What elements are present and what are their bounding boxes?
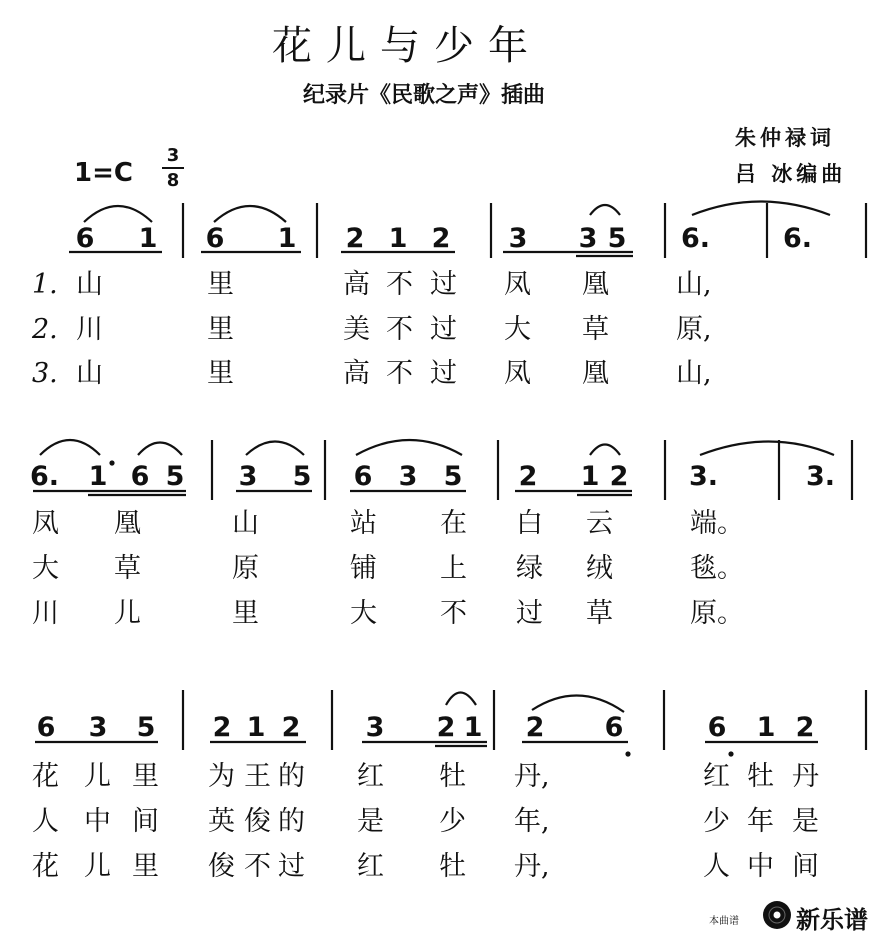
lyric-word: 端。 bbox=[690, 508, 744, 539]
jianpu-note: 6. bbox=[30, 461, 60, 492]
lyric-word: 毯。 bbox=[690, 553, 744, 584]
lyric-word: 英 bbox=[208, 806, 235, 837]
lyric-word: 的 bbox=[278, 806, 305, 837]
lyric-word: 红 bbox=[357, 851, 384, 882]
jianpu-note: 3. bbox=[689, 461, 719, 492]
jianpu-note: 1 bbox=[580, 461, 600, 492]
jianpu-note: 1 bbox=[388, 223, 408, 254]
lyric-word: 的 bbox=[278, 761, 305, 792]
jianpu-note: 6. bbox=[681, 223, 711, 254]
jianpu-note: 2 bbox=[345, 223, 365, 254]
time-denominator: 8 bbox=[166, 170, 180, 191]
lyric-word: 丹 bbox=[792, 761, 819, 792]
jianpu-note: 2 bbox=[518, 461, 538, 492]
lyric-word: 云 bbox=[586, 508, 613, 539]
lyric-word: 原。 bbox=[690, 598, 744, 629]
lyric-word: 凤 bbox=[504, 358, 531, 389]
lyric-word: 山 bbox=[76, 358, 103, 389]
jianpu-note: 3 bbox=[508, 223, 528, 254]
footer-brand: 新乐谱 bbox=[796, 906, 868, 934]
song-title: 花儿与少年 bbox=[272, 23, 542, 69]
slur bbox=[214, 206, 286, 222]
lyric-word: 原 bbox=[232, 553, 259, 584]
jianpu-note: 2 bbox=[795, 712, 815, 743]
slur bbox=[84, 206, 152, 222]
jianpu-note: 6 bbox=[707, 712, 727, 743]
jianpu-note: 3 bbox=[398, 461, 418, 492]
octave-dot-low bbox=[728, 751, 733, 756]
lyric-word: 美 bbox=[343, 314, 370, 345]
lyric-word: 红 bbox=[357, 761, 384, 792]
jianpu-note: 6 bbox=[75, 223, 95, 254]
slur bbox=[246, 442, 304, 456]
slur bbox=[692, 202, 830, 216]
slur bbox=[700, 442, 834, 456]
lyric-word: 白 bbox=[516, 508, 543, 539]
lyric-word: 不 bbox=[386, 358, 413, 389]
lyric-word: 凰 bbox=[582, 269, 609, 300]
lyric-word: 人 bbox=[703, 851, 730, 882]
lyric-word: 俊 bbox=[208, 851, 235, 882]
slur bbox=[532, 695, 624, 712]
lyric-word: 少 bbox=[439, 806, 466, 837]
lyric-word: 儿 bbox=[84, 761, 111, 792]
lyric-word: 凤 bbox=[504, 269, 531, 300]
lyric-word: 山 bbox=[232, 508, 259, 539]
lyric-word: 高 bbox=[343, 358, 370, 389]
lyric-word: 里 bbox=[207, 269, 234, 300]
slur bbox=[446, 693, 476, 706]
lyric-word: 为 bbox=[208, 761, 235, 792]
jianpu-note: 6. bbox=[783, 223, 813, 254]
jianpu-note: 1 bbox=[88, 461, 108, 492]
lyric-word: 过 bbox=[430, 269, 457, 300]
jianpu-note: 5 bbox=[292, 461, 312, 492]
lyric-word: 花 bbox=[32, 761, 59, 792]
lyric-word: 丹, bbox=[514, 851, 550, 882]
lyric-word: 绒 bbox=[586, 553, 613, 584]
lyricist-credit: 朱仲禄词 bbox=[735, 125, 835, 150]
lyric-word: 里 bbox=[232, 598, 259, 629]
lyric-word: 红 bbox=[703, 761, 730, 792]
lyric-word: 人 bbox=[32, 806, 59, 837]
jianpu-note: 5 bbox=[443, 461, 463, 492]
slur bbox=[590, 205, 620, 215]
lyric-word: 不 bbox=[386, 314, 413, 345]
lyric-word: 牡 bbox=[747, 761, 774, 792]
lyric-word: 过 bbox=[278, 851, 305, 882]
lyric-word: 中 bbox=[747, 851, 774, 882]
lyric-word: 儿 bbox=[114, 598, 141, 629]
slur bbox=[40, 440, 100, 455]
slur bbox=[356, 440, 462, 455]
jianpu-note: 6 bbox=[604, 712, 624, 743]
time-numerator: 3 bbox=[166, 145, 180, 166]
lyric-word: 铺 bbox=[350, 553, 377, 584]
lyric-word: 站 bbox=[350, 508, 377, 539]
jianpu-note: 2 bbox=[525, 712, 545, 743]
lyric-word: 不 bbox=[386, 269, 413, 300]
jianpu-note: 1 bbox=[756, 712, 776, 743]
lyric-word: 不 bbox=[440, 598, 467, 629]
jianpu-note: 6 bbox=[36, 712, 56, 743]
lyric-word: 王 bbox=[244, 761, 271, 792]
key-signature: 1=C bbox=[74, 158, 133, 188]
lyric-word: 凰 bbox=[582, 358, 609, 389]
jianpu-note: 3 bbox=[365, 712, 385, 743]
lyric-word: 大 bbox=[504, 314, 531, 345]
lyric-word: 年 bbox=[747, 806, 774, 837]
lyric-word: 丹, bbox=[514, 761, 550, 792]
slur bbox=[138, 443, 182, 456]
octave-dot-low bbox=[625, 751, 630, 756]
lyric-word: 高 bbox=[343, 269, 370, 300]
lyric-word: 山 bbox=[76, 269, 103, 300]
jianpu-note: 1 bbox=[138, 223, 158, 254]
lyric-word: 年, bbox=[514, 806, 550, 837]
jianpu-note: 3 bbox=[578, 223, 598, 254]
slur bbox=[590, 445, 620, 456]
jianpu-note: 2 bbox=[431, 223, 451, 254]
lyric-word: 里 bbox=[207, 358, 234, 389]
lyric-word: 草 bbox=[586, 598, 613, 629]
footer-caption: 本曲谱 bbox=[709, 916, 739, 927]
lyric-word: 过 bbox=[430, 314, 457, 345]
lyric-word: 在 bbox=[440, 508, 467, 539]
verse-number: 3. bbox=[32, 358, 58, 389]
vinyl-disc-icon bbox=[762, 900, 792, 930]
jianpu-note: 1 bbox=[463, 712, 483, 743]
lyric-word: 不 bbox=[244, 851, 271, 882]
lyric-word: 过 bbox=[516, 598, 543, 629]
lyric-word: 上 bbox=[440, 553, 467, 584]
verse-number: 2. bbox=[32, 314, 58, 345]
jianpu-note: 6 bbox=[205, 223, 225, 254]
lyric-word: 山, bbox=[676, 269, 712, 300]
jianpu-note: 2 bbox=[281, 712, 301, 743]
lyric-word: 里 bbox=[207, 314, 234, 345]
lyric-word: 中 bbox=[84, 806, 111, 837]
composer-credit: 吕 冰编曲 bbox=[735, 161, 847, 186]
jianpu-note: 5 bbox=[136, 712, 156, 743]
jianpu-note: 5 bbox=[165, 461, 185, 492]
lyric-word: 牡 bbox=[439, 851, 466, 882]
lyric-word: 里 bbox=[132, 851, 159, 882]
song-subtitle: 纪录片《民歌之声》插曲 bbox=[303, 82, 546, 108]
lyric-word: 少 bbox=[703, 806, 730, 837]
lyric-word: 儿 bbox=[84, 851, 111, 882]
jianpu-note: 3 bbox=[88, 712, 108, 743]
lyric-word: 大 bbox=[32, 553, 59, 584]
jianpu-note: 5 bbox=[607, 223, 627, 254]
lyric-word: 俊 bbox=[244, 806, 271, 837]
lyric-word: 凰 bbox=[114, 508, 141, 539]
lyric-word: 是 bbox=[792, 806, 819, 837]
jianpu-note: 1 bbox=[246, 712, 266, 743]
jianpu-note: 2 bbox=[609, 461, 629, 492]
lyric-word: 川 bbox=[76, 314, 103, 345]
lyric-word: 是 bbox=[357, 806, 384, 837]
lyric-word: 里 bbox=[132, 761, 159, 792]
lyric-word: 过 bbox=[430, 358, 457, 389]
lyric-word: 山, bbox=[676, 358, 712, 389]
jianpu-note: 6 bbox=[353, 461, 373, 492]
jianpu-note: 3. bbox=[806, 461, 836, 492]
lyric-word: 川 bbox=[32, 598, 59, 629]
lyric-word: 间 bbox=[132, 806, 159, 837]
lyric-word: 大 bbox=[350, 598, 377, 629]
lyric-word: 草 bbox=[114, 553, 141, 584]
octave-dot-high bbox=[109, 460, 114, 465]
lyric-word: 牡 bbox=[439, 761, 466, 792]
lyric-word: 间 bbox=[792, 851, 819, 882]
verse-number: 1. bbox=[32, 269, 58, 300]
jianpu-note: 3 bbox=[238, 461, 258, 492]
jianpu-note: 2 bbox=[436, 712, 456, 743]
jianpu-note: 1 bbox=[277, 223, 297, 254]
lyric-word: 花 bbox=[32, 851, 59, 882]
lyric-word: 凤 bbox=[32, 508, 59, 539]
jianpu-note: 6 bbox=[130, 461, 150, 492]
lyric-word: 草 bbox=[582, 314, 609, 345]
lyric-word: 绿 bbox=[516, 553, 543, 584]
lyric-word: 原, bbox=[676, 314, 712, 345]
jianpu-note: 2 bbox=[212, 712, 232, 743]
